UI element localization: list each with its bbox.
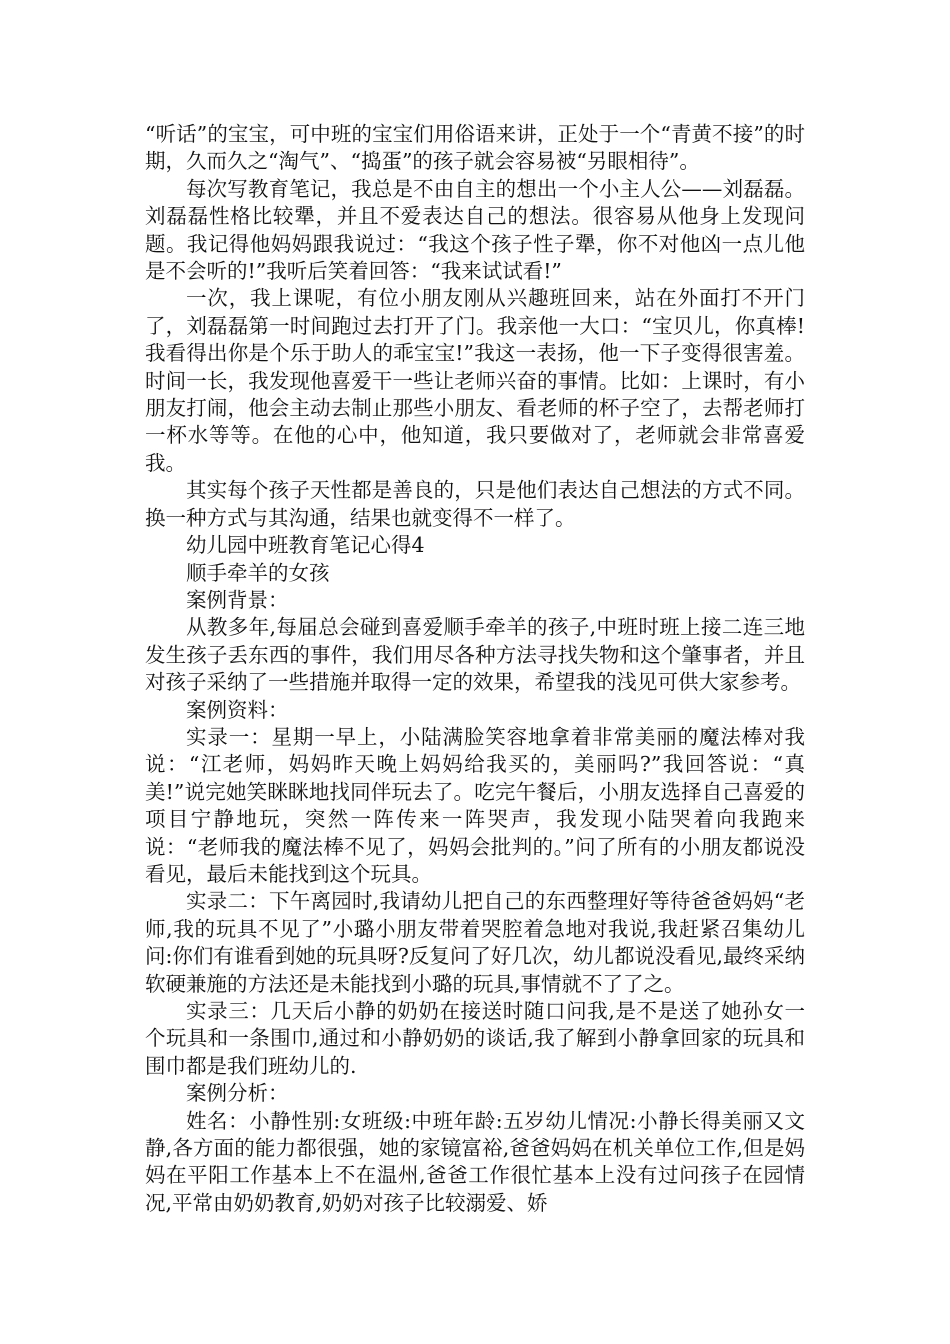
record-three: 实录三：几天后小静的奶奶在接送时随口问我,是不是送了她孙女一个玩具和一条围巾,通过和小静奶奶的谈话,我了解到小静拿回家的玩具和围巾都是我们班幼儿的. xyxy=(145,999,805,1078)
section-heading: 幼儿园中班教育笔记心得4 xyxy=(186,533,425,558)
case-background-heading: 案例背景： xyxy=(186,587,289,612)
case-analysis-text: 姓名：小静性别:女班级:中班年龄:五岁幼儿情况:小静长得美丽又文静,各方面的能力都很强，她的家镜富裕,爸爸妈妈在机关单位工作,但是妈妈在平阳工作基本上不在温州,爸爸工作很忙基本上没有过问孩子在园情况,平常由奶奶教育,奶奶对孩子比较溺爱、娇 xyxy=(145,1108,805,1215)
case-analysis-heading: 案例分析： xyxy=(186,1081,289,1106)
record-one: 实录一：星期一早上，小陆满脸笑容地拿着非常美丽的魔法棒对我说：“江老师，妈妈昨天晚上妈妈给我买的，美丽吗?”我回答说：“真美!”说完她笑眯眯地找同伴玩去了。吃完午餐后，小朋友选择自己喜爱的项目宁静地玩，突然一阵传来一阵哭声，我发现小陆哭着向我跑来说：“老师我的魔法棒不见了，妈妈会批判的。”问了所有的小朋友都说没看见，最后未能找到这个玩具。 xyxy=(145,724,805,886)
case-background-text: 从教多年,每届总会碰到喜爱顺手牵羊的孩子,中班时班上接二连三地发生孩子丢东西的事件，我们用尽各种方法寻找失物和这个肇事者，并且对孩子采纳了一些措施并取得一定的效果，希望我的浅见可供大家参考。 xyxy=(145,615,805,695)
case-materials-heading: 案例资料： xyxy=(186,697,289,722)
paragraph-helping-story: 一次，我上课呢，有位小朋友刚从兴趣班回来，站在外面打不开门了，刘磊磊第一时间跑过去打开了门。我亲他一大口：“宝贝儿，你真棒!我看得出你是个乐于助人的乖宝宝!”我这一表扬，他一下子变得很害羞。时间一长，我发现他喜爱干一些让老师兴奋的事情。比如：上课时，有小朋友打闹，他会主动去制止那些小朋友、看老师的杯子空了，去帮老师打一杯水等等。在他的心中，他知道，我只要做对了，老师就会非常喜爱我。 xyxy=(145,286,805,475)
paragraph-conclusion: 其实每个孩子天性都是善良的，只是他们表达自己想法的方式不同。换一种方式与其沟通，结果也就变得不一样了。 xyxy=(145,478,805,530)
case-title: 顺手牵羊的女孩 xyxy=(186,560,330,585)
paragraph-education-notes: 每次写教育笔记，我总是不由自主的想出一个小主人公——刘磊磊。刘磊磊性格比较犟，并且不爱表达自己的想法。很容易从他身上发现问题。我记得他妈妈跟我说过：“我这个孩子性子犟，你不对他凶一点儿他是不会听的!”我听后笑着回答：“我来试试看!” xyxy=(145,176,805,284)
document-page xyxy=(145,121,805,1217)
record-two: 实录二：下午离园时,我请幼儿把自己的东西整理好等待爸爸妈妈“老师,我的玩具不见了”小璐小朋友带着哭腔着急地对我说,我赶紧召集幼儿问:你们有谁看到她的玩具呀?反复问了好几次，幼儿都说没看见,最终采纳软硬兼施的方法还是未能找到小璐的玩具,事情就不了了之。 xyxy=(145,889,805,996)
paragraph-intro-continuation: “听话”的宝宝，可中班的宝宝们用俗语来讲，正处于一个“青黄不接”的时期，久而久之“淘气”、“捣蛋”的孩子就会容易被“另眼相待”。 xyxy=(145,122,805,174)
